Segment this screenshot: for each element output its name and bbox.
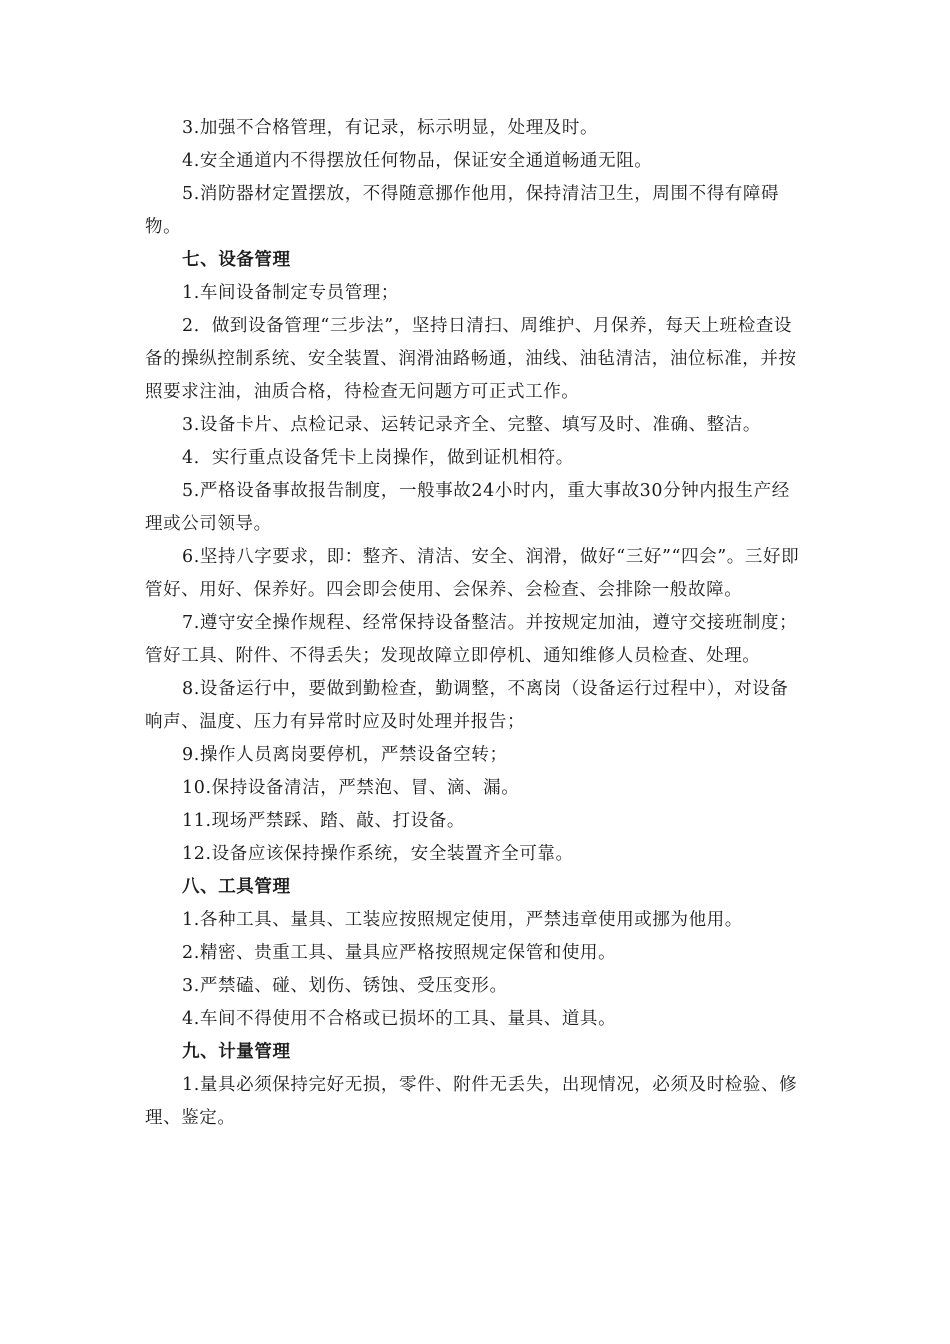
paragraph: 3.严禁磕、碰、划伤、锈蚀、受压变形。 [182,976,508,996]
paragraph: 4.车间不得使用不合格或已损坏的工具、量具、道具。 [182,1009,617,1029]
paragraph: 6.坚持八字要求，即：整齐、清洁、安全、润滑，做好“三好”“四会”。三好即管好、用好、保养好。四会即会使用、会保养、会检查、会排除一般故障。 [145,547,800,600]
paragraph: 9.操作人员离岗要停机，严禁设备空转； [182,745,508,765]
paragraph: 1.车间设备制定专员管理； [182,283,399,303]
paragraph: 4．实行重点设备凭卡上岗操作，做到证机相符。 [182,448,574,468]
paragraph: 4.安全通道内不得摆放任何物品，保证安全通道畅通无阻。 [182,151,653,171]
section-heading: 八、工具管理 [182,877,291,897]
paragraph: 8.设备运行中，要做到勤检查，勤调整，不离岗（设备运行过程中），对设备响声、温度、压力有异常时应及时处理并报告； [145,679,789,732]
section-heading: 七、设备管理 [182,250,291,270]
paragraph: 3.设备卡片、点检记录、运转记录齐全、完整、填写及时、准确、整洁。 [182,415,761,435]
paragraph: 1.各种工具、量具、工装应按照规定使用，严禁违章使用或挪为他用。 [182,910,743,930]
paragraph: 10.保持设备清洁，严禁泡、冒、滴、漏。 [182,778,520,798]
paragraph: 2.精密、贵重工具、量具应严格按照规定保管和使用。 [182,943,617,963]
paragraph: 7.遵守安全操作规程、经常保持设备整洁。并按规定加油，遵守交接班制度；管好工具、附件、不得丢失；发现故障立即停机、通知维修人员检查、处理。 [145,613,798,666]
paragraph: 12.设备应该保持操作系统，安全装置齐全可靠。 [182,844,574,864]
paragraph: 5.严格设备事故报告制度，一般事故24小时内，重大事故30分钟内报生产经理或公司领导。 [145,481,790,534]
paragraph: 3.加强不合格管理，有记录，标示明显，处理及时。 [182,118,599,138]
section-heading: 九、计量管理 [182,1042,291,1062]
paragraph: 2．做到设备管理“三步法”，坚持日清扫、周维护、月保养，每天上班检查设备的操纵控制系统、安全装置、润滑油路畅通，油线、油毡清洁，油位标准，并按照要求注油，油质合格，待检查无问题方可正式工作。 [145,316,797,402]
document-body [145,112,805,1135]
paragraph: 11.现场严禁踩、踏、敲、打设备。 [182,811,466,831]
paragraph: 5.消防器材定置摆放，不得随意挪作他用，保持清洁卫生，周围不得有障碍物。 [145,184,780,237]
paragraph: 1.量具必须保持完好无损，零件、附件无丢失，出现情况，必须及时检验、修理、鉴定。 [145,1075,798,1128]
